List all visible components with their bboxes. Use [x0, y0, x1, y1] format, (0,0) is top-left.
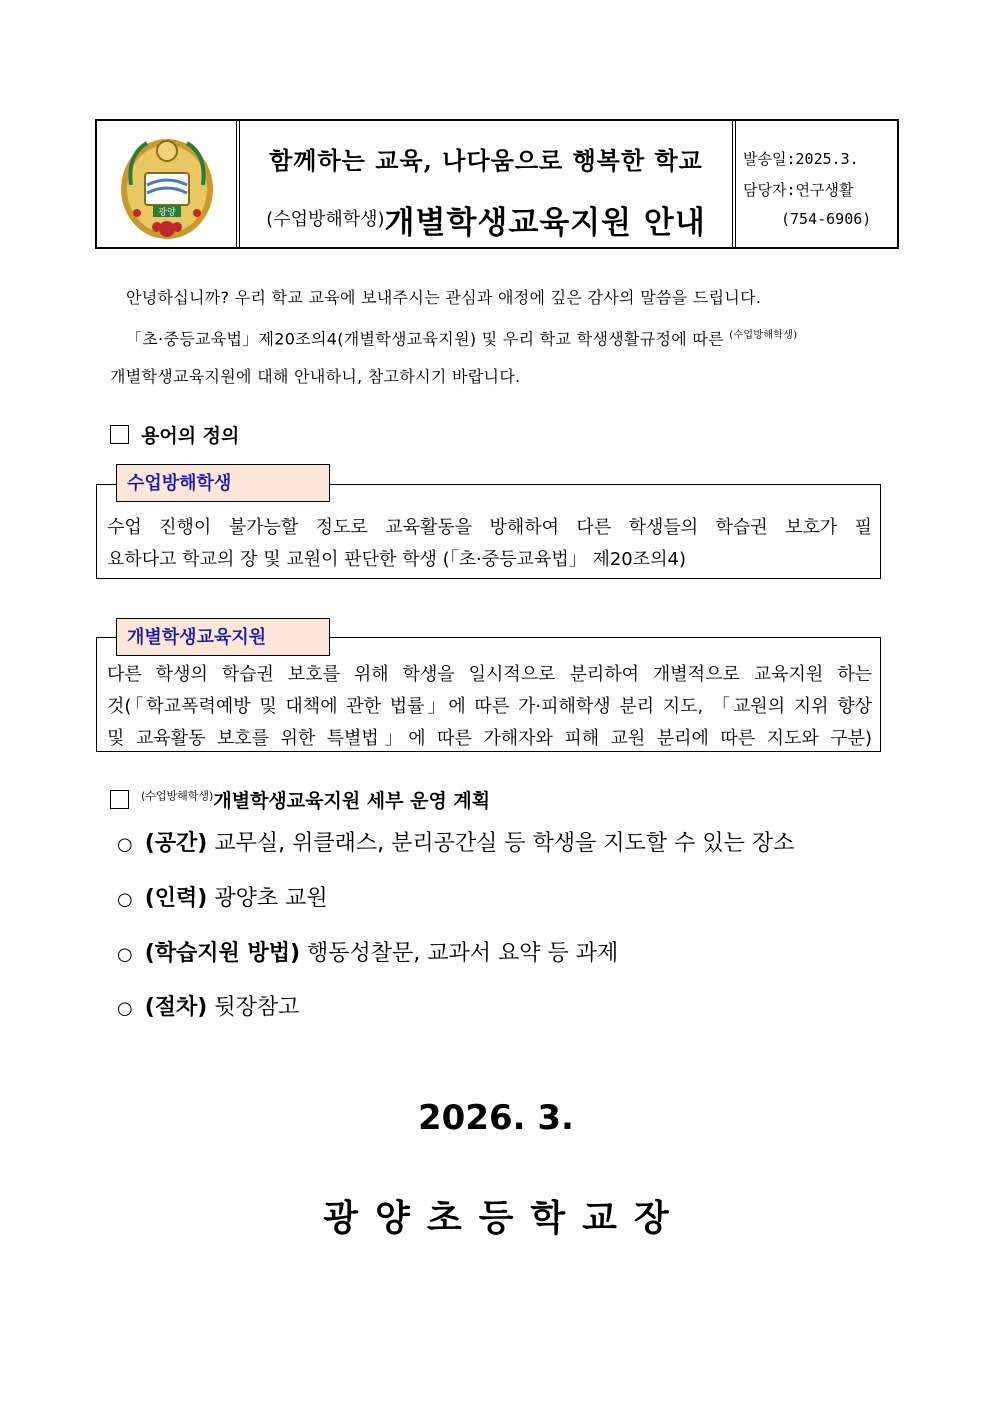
logo-cell — [97, 121, 237, 247]
definition-line: 및 교육활동 보호를 위한 특별법」에 따른 가해자와 피해 교원 분리에 따른 지도와 구분) — [107, 728, 872, 749]
bullet-circle-icon: ○ — [117, 889, 133, 910]
bullet-circle-icon: ○ — [117, 944, 133, 965]
checkbox-square-icon — [110, 790, 129, 809]
svg-text:광양: 광양 — [158, 208, 176, 218]
person-in-charge: 담당자:연구생활 — [743, 181, 854, 199]
header-box — [95, 119, 899, 249]
bullet-circle-icon: ○ — [117, 998, 133, 1019]
definition-label: 개별학생교육지원 — [116, 618, 330, 656]
info-cell — [732, 121, 898, 247]
bullet-label: (학습지원 방법) — [144, 941, 300, 966]
section-heading-definitions — [110, 421, 239, 448]
intro-line-2 — [126, 326, 797, 349]
bullet-text: 광양초 교원 — [207, 886, 328, 911]
list-item — [117, 826, 794, 857]
school-emblem-icon — [107, 125, 227, 245]
definition-text — [107, 512, 872, 576]
definition-text — [107, 659, 872, 755]
bullet-label: (공간) — [144, 831, 208, 856]
section-heading-sup: (수업방해학생) — [141, 789, 214, 803]
bullet-text: 행동성찰문, 교과서 요약 등 과제 — [300, 941, 619, 966]
checkbox-square-icon — [110, 425, 129, 444]
intro-line-3: 개별학생교육지원에 대해 안내하니, 참고하시기 바랍니다. — [110, 367, 521, 386]
bullet-label: (인력) — [144, 886, 208, 911]
footer-school-name: 광양초등학교장 — [323, 1198, 686, 1239]
title-cell — [240, 121, 732, 247]
definition-line: 것(「학교폭력예방 및 대책에 관한 법률」에 따른 가·피해학생 분리 지도, 「교원의 지위 향상 — [107, 696, 872, 717]
section-heading-plan — [110, 786, 490, 813]
phone-number: (754-6906) — [781, 210, 872, 228]
column-divider — [735, 121, 736, 247]
list-item — [117, 881, 328, 912]
footer-date: 2026. 3. — [418, 1098, 574, 1138]
document-title — [240, 197, 732, 242]
title-prefix: (수업방해학생) — [266, 209, 385, 230]
intro-line-2-text: 「초·중등교육법」제20조의4(개별학생교육지원) 및 우리 학교 학생생활규정에 따른 — [126, 329, 730, 349]
definition-line: 수업 진행이 불가능할 정도로 교육활동을 방해하여 다른 학생들의 학습권 보호가 필 — [107, 517, 872, 538]
bullet-circle-icon: ○ — [117, 834, 133, 855]
bullet-text: 교무실, 위클래스, 분리공간실 등 학생을 지도할 수 있는 장소 — [207, 831, 795, 856]
list-item — [117, 936, 618, 967]
intro-line-2-sup: (수업방해학생) — [729, 330, 798, 341]
definition-line: 다른 학생의 학습권 보호를 위해 학생을 일시적으로 분리하여 개별적으로 교육지원 하는 — [107, 664, 872, 685]
definition-line: 요하다고 학교의 장 및 교원이 판단한 학생 (「초·중등교육법」 제20조의4) — [107, 549, 686, 570]
bullet-text: 뒷장참고 — [207, 995, 300, 1020]
list-item — [117, 990, 299, 1021]
section-heading-text: 개별학생교육지원 세부 운영 계획 — [213, 790, 491, 812]
bullet-label: (절차) — [144, 995, 208, 1020]
title-main: 개별학생교육지원 안내 — [384, 205, 706, 241]
intro-line-1: 안녕하십니까? 우리 학교 교육에 보내주시는 관심과 애정에 깊은 감사의 말씀을 드립니다. — [126, 288, 762, 307]
slogan: 함께하는 교육, 나다움으로 행복한 학교 — [269, 146, 703, 175]
section-heading-text: 용어의 정의 — [141, 425, 240, 447]
definition-label: 수업방해학생 — [116, 464, 330, 502]
issue-date: 발송일:2025.3. — [743, 150, 859, 168]
